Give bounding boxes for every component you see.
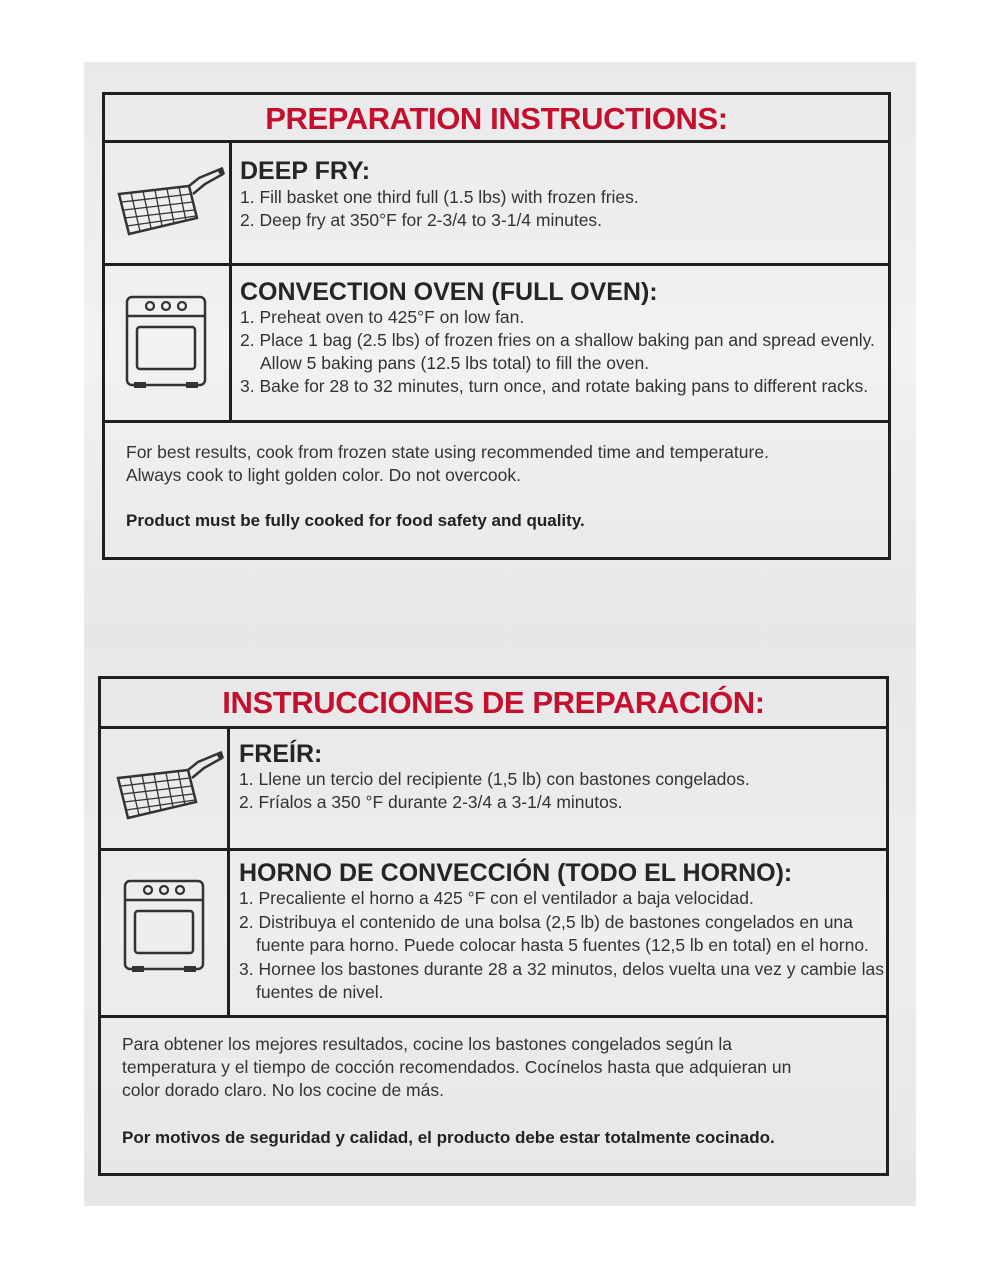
convection-step-2-cont: Allow 5 baking pans (12.5 lbs total) to fill the oven. — [260, 353, 650, 373]
mejores-resultados-line-3: color dorado claro. No los cocine de más. — [122, 1080, 444, 1100]
fryer-basket-icon — [112, 748, 224, 828]
horno-step-2-cont: fuente para horno. Puede colocar hasta 5 fuentes (12,5 lb en total) en el horno. — [256, 935, 869, 955]
fryer-basket-icon — [113, 164, 225, 244]
convection-step-1: 1. Preheat oven to 425°F on low fan. — [240, 307, 525, 327]
deep-fry-step-2: 2. Deep fry at 350°F for 2-3/4 to 3-1/4 minutes. — [240, 210, 603, 230]
safety-statement: Product must be fully cooked for food safety and quality. — [126, 511, 585, 530]
best-results-line-2: Always cook to light golden color. Do not overcook. — [126, 465, 521, 485]
seguridad-statement: Por motivos de seguridad y calidad, el producto debe estar totalmente cocinado. — [122, 1128, 775, 1147]
horno-step-3: 3. Hornee los bastones durante 28 a 32 minutos, delos vuelta una vez y cambie las — [239, 959, 884, 979]
english-title: PREPARATION INSTRUCTIONS: — [265, 101, 728, 136]
freir-heading: FREÍR: — [239, 740, 323, 768]
horno-step-3-cont: fuentes de nivel. — [256, 982, 384, 1002]
freir-step-1: 1. Llene un tercio del recipiente (1,5 lb) con bastones congelados. — [239, 769, 750, 789]
spanish-title: INSTRUCCIONES DE PREPARACIÓN: — [222, 685, 765, 720]
horno-heading: HORNO DE CONVECCIÓN (TODO EL HORNO): — [239, 859, 793, 887]
mejores-resultados-line-1: Para obtener los mejores resultados, cocine los bastones congelados según la — [122, 1034, 732, 1054]
horno-step-1: 1. Precaliente el horno a 425 °F con el ventilador a baja velocidad. — [239, 888, 754, 908]
horno-step-2: 2. Distribuya el contenido de una bolsa (2,5 lb) de bastones congelados en una — [239, 912, 853, 932]
oven-icon — [122, 878, 206, 974]
convection-heading: CONVECTION OVEN (FULL OVEN): — [240, 278, 658, 306]
deep-fry-heading: DEEP FRY: — [240, 157, 371, 185]
deep-fry-step-1: 1. Fill basket one third full (1.5 lbs) with frozen fries. — [240, 187, 639, 207]
best-results-line-1: For best results, cook from frozen state using recommended time and temperature. — [126, 442, 769, 462]
freir-step-2: 2. Fríalos a 350 °F durante 2-3/4 a 3-1/4 minutos. — [239, 792, 623, 812]
mejores-resultados-line-2: temperatura y el tiempo de cocción recomendados. Cocínelos hasta que adquieran un — [122, 1057, 792, 1077]
convection-step-3: 3. Bake for 28 to 32 minutes, turn once, and rotate baking pans to different racks. — [240, 376, 869, 396]
oven-icon — [124, 294, 208, 390]
convection-step-2: 2. Place 1 bag (2.5 lbs) of frozen fries on a shallow baking pan and spread evenly. — [240, 330, 875, 350]
